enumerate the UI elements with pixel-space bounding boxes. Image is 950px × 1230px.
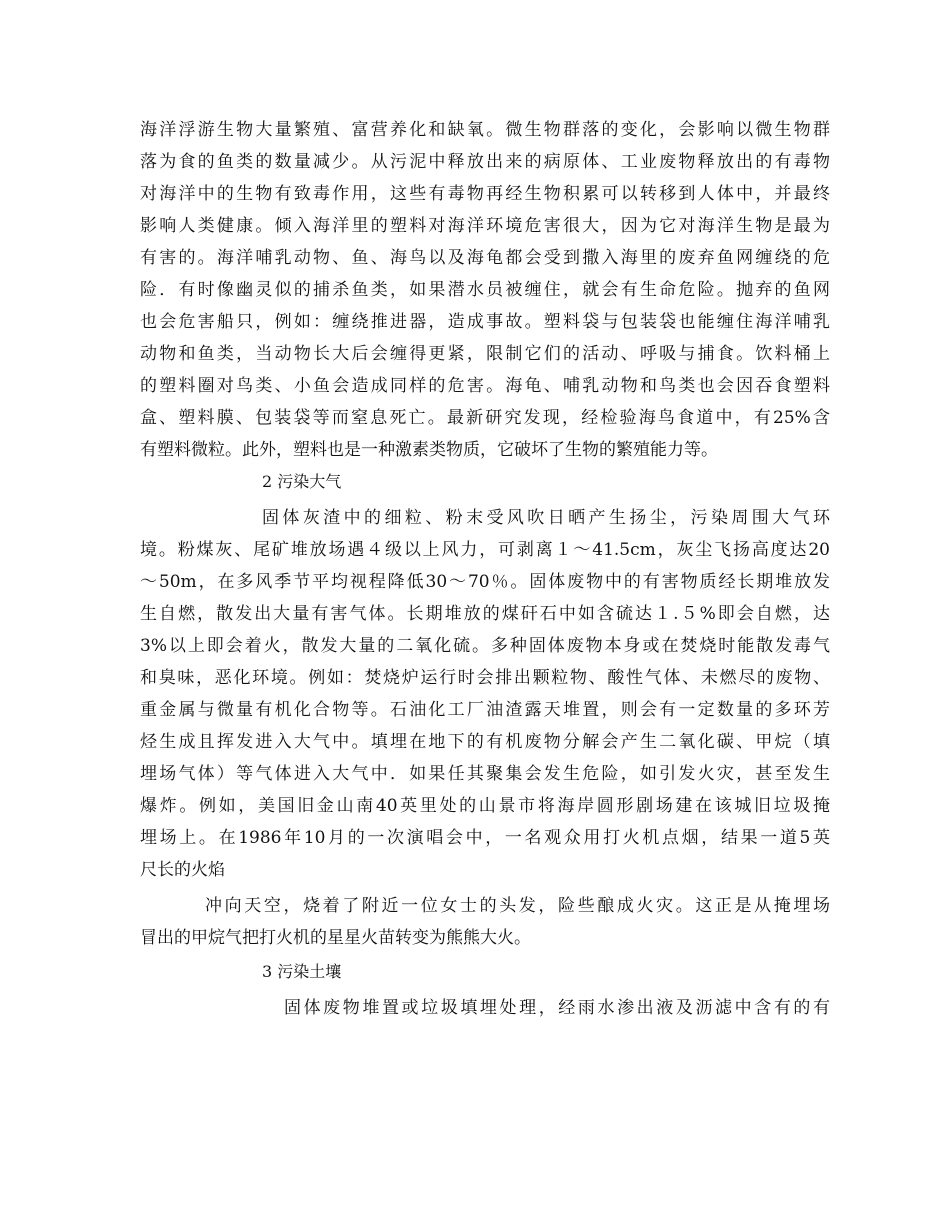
section-heading: 2 污染大气 [262, 472, 342, 491]
paragraph-line: 埋场气体）等气体进入大气中．如果任其聚集会发生危险，如引发火灾，甚至发生 [140, 764, 830, 784]
paragraph-line: 埋场上。在1986年10月的一次演唱会中，一名观众用打火机点烟，结果一道5英 [140, 828, 830, 848]
paragraph-line: 3%以上即会着火，散发大量的二氧化硫。多种固体废物本身或在焚烧时能散发毒气 [140, 636, 830, 656]
paragraph-line: 有害的。海洋哺乳动物、鱼、海鸟以及海龟都会受到撒入海里的废弃鱼网缠绕的危 [140, 248, 830, 268]
paragraph-line: 生自燃，散发出大量有害气体。长期堆放的煤矸石中如含硫达１.５%即会自燃，达 [140, 604, 830, 624]
paragraph-line: ～50m，在多风季节平均视程降低30～70％。固体废物中的有害物质经长期堆放发 [140, 572, 830, 592]
section-heading: 3 污染土壤 [262, 962, 342, 981]
paragraph-line: 落为食的鱼类的数量减少。从污泥中释放出来的病原体、工业废物释放出的有毒物 [140, 152, 830, 172]
paragraph-line: 影响人类健康。倾入海洋里的塑料对海洋环境危害很大，因为它对海洋生物是最为 [140, 216, 830, 236]
paragraph-line: 动物和鱼类，当动物长大后会缠得更紧，限制它们的活动、呼吸与捕食。饮料桶上 [140, 344, 830, 364]
paragraph-line: 险．有时像幽灵似的捕杀鱼类，如果潜水员被缠住，就会有生命危险。抛弃的鱼网 [140, 280, 830, 300]
paragraph-line: 重金属与微量有机化合物等。石油化工厂油渣露天堆置，则会有一定数量的多环芳 [140, 700, 830, 720]
paragraph-line: 有塑料微粒。此外，塑料也是一种激素类物质，它破坏了生物的繁殖能力等。 [140, 440, 718, 460]
paragraph-line: 和臭味，恶化环境。例如：焚烧炉运行时会排出颗粒物、酸性气体、未燃尽的废物、 [140, 668, 830, 688]
paragraph-line: 也会危害船只，例如：缠绕推进器，造成事故。塑料袋与包装袋也能缠住海洋哺乳 [140, 312, 830, 332]
paragraph-line: 固体灰渣中的细粒、粉末受风吹日晒产生扬尘，污染周围大气环 [262, 508, 830, 528]
paragraph-line: 固体废物堆置或垃圾填埋处理，经雨水渗出液及沥滤中含有的有 [284, 998, 830, 1018]
paragraph-line: 冒出的甲烷气把打火机的星星火苗转变为熊熊大火。 [140, 928, 531, 948]
paragraph-line: 盒、塑料膜、包装袋等而窒息死亡。最新研究发现，经检验海鸟食道中，有25%含 [140, 408, 830, 428]
paragraph-line: 烃生成且挥发进入大气中。填埋在地下的有机废物分解会产生二氧化碳、甲烷（填 [140, 732, 830, 752]
paragraph-line: 尺长的火焰 [140, 860, 225, 880]
paragraph-line: 境。粉煤灰、尾矿堆放场遇４级以上风力，可剥离１～41.5cm，灰尘飞扬高度达20 [140, 540, 830, 560]
paragraph-line: 冲向天空，烧着了附近一位女士的头发，险些酿成火灾。这正是从掩埋场 [205, 896, 830, 916]
paragraph-line: 爆炸。例如，美国旧金山南40英里处的山景市将海岸圆形剧场建在该城旧垃圾掩 [140, 796, 830, 816]
paragraph-line: 的塑料圈对鸟类、小鱼会造成同样的危害。海龟、哺乳动物和鸟类也会因吞食塑料 [140, 376, 830, 396]
paragraph-line: 对海洋中的生物有致毒作用，这些有毒物再经生物积累可以转移到人体中，并最终 [140, 184, 830, 204]
paragraph-line: 海洋浮游生物大量繁殖、富营养化和缺氧。微生物群落的变化，会影响以微生物群 [140, 120, 830, 140]
